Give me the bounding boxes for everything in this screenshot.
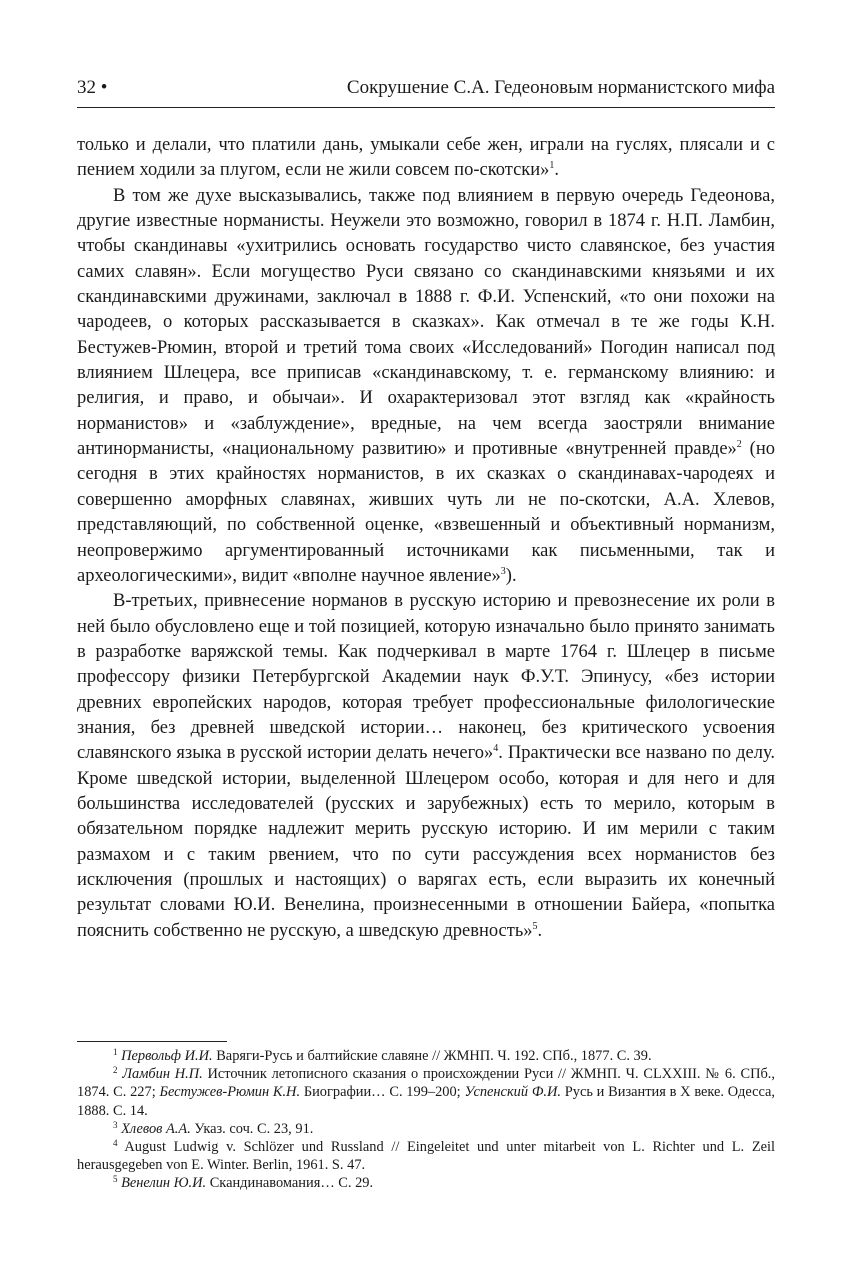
paragraph-1: только и делали, что платили дань, умыкали себе жен, играли на гуслях, плясали и с пением ходили за плугом, если не жили совсем по-скотски»$^1$. — [77, 135, 775, 181]
running-title: Сокрушение С.А. Гедеоновым норманистского мифа — [346, 77, 775, 98]
footnote-1: $^1$ Первольф И.И. Варяги-Русь и балтийские славяне // ЖМНП. Ч. 192. СПб., 1877. С. 39. — [113, 1047, 652, 1064]
page-number: 32 • — [77, 77, 108, 98]
paragraph-3: В-третьих, привнесение норманов в русскую историю и превознесение их роли в ней было обусловлено еще и той позицией, которую изначально было принято занимать в разработке варяжской темы. Как подчеркивал в марте 1764 г. Шлецер в письме профессору физики Петербургской Академии наук Ф.У.Т. Эпинусу, «без истории древних европейских народов, которая требует профессиональные филологические знания, без древней шведской истории… наконец, без критического усвоения славянского языка в русской истории делать нечего»$^4$. Практически все названо по делу. Кроме шведской истории, выделенной Шлецером особо, которая и для него и для большинства исследователей (русских и зарубежных) есть то мерило, которым в обязательном порядке надлежит мерить русскую историю. И им мерили с таким размахом и с таким рвением, что по сути рассуждения всех норманистов без исключения (прошлых и настоящих) о варягах есть, если выразить их конечный результат словами Ю.И. Венелина, произнесенными в отношении Байера, «попытка пояснить собственно не русскую, а шведскую древность»$^5$. — [77, 591, 775, 941]
paragraph-2: В том же духе высказывались, также под влиянием в первую очередь Гедеонова, другие известные норманисты. Неужели это возможно, говорил в 1874 г. Н.П. Ламбин, чтобы скандинавы «ухитрились основать государство чисто славянское, без участия самих славян». Если могущество Руси связано со скандинавскими князьями и их скандинавскими дружинами, заключал в 1888 г. Ф.И. Успенский, «то они похожи на чародеев, о которых рассказывается в сказках». Как отмечал в те же годы К.Н. Бестужев-Рюмин, второй и третий тома своих «Исследований» Погодин написал под влиянием Шлецера, все приписав «скандинавскому, т. е. германскому влиянию: и религия, и право, и обычаи». И охарактеризовал этот взгляд как «крайность норманистов» и «заблуждение», вредные, на чем всегда заостряли внимание антинорманисты, «национальному развитию» и противные «внутренней правде»$^2$ (но сегодня в этих крайностях норманистов, в их сказках о скандинавах-чародеях и совершенно аморфных славянах, живших чуть ли не по-скотски, А.А. Хлевов, представляющий, по собственной оценке, «взвешенный и объективный норманизм, неопровержимо аргументированный источниками как письменными, так и археологическими», видит «вполне научное явление»$^3$). — [77, 185, 775, 586]
footnote-ref-4: 4 — [493, 743, 499, 755]
footnotes — [77, 1047, 775, 1193]
running-header — [77, 76, 775, 100]
header-rule — [77, 107, 775, 108]
footnote-ref-5: 5 — [532, 920, 538, 932]
footnote-ref-3: 3 — [500, 565, 506, 577]
footnote-5: $^5$ Венелин Ю.И. Скандинавомания… С. 29. — [113, 1174, 374, 1192]
footnote-ref-2: 2 — [736, 439, 742, 451]
footnote-rule — [77, 1041, 227, 1042]
footnote-ref-1: 1 — [549, 160, 555, 172]
main-text — [77, 133, 775, 944]
footnote-4: $^4$ August Ludwig v. Schlözer und Russland // Eingeleitet und unter mitarbeit von L. Richter und L. Zeil herausgegeben von E. Winter. Berlin, 1961. S. 47. — [77, 1138, 775, 1174]
footnote-2: $^2$ Ламбин Н.П. Источник летописного сказания о происхождении Руси // ЖМНП. Ч. CLXXIII. № 6. СПб., 1874. С. 227; Бестужев-Рюмин К.Н. Биографии… С. 199–200; Успенский Ф.И. Русь и Византия в X веке. Одесса, 1888. С. 14. — [77, 1065, 776, 1119]
footnote-3: $^3$ Хлевов А.А. Указ. соч. С. 23, 91. — [113, 1119, 314, 1137]
